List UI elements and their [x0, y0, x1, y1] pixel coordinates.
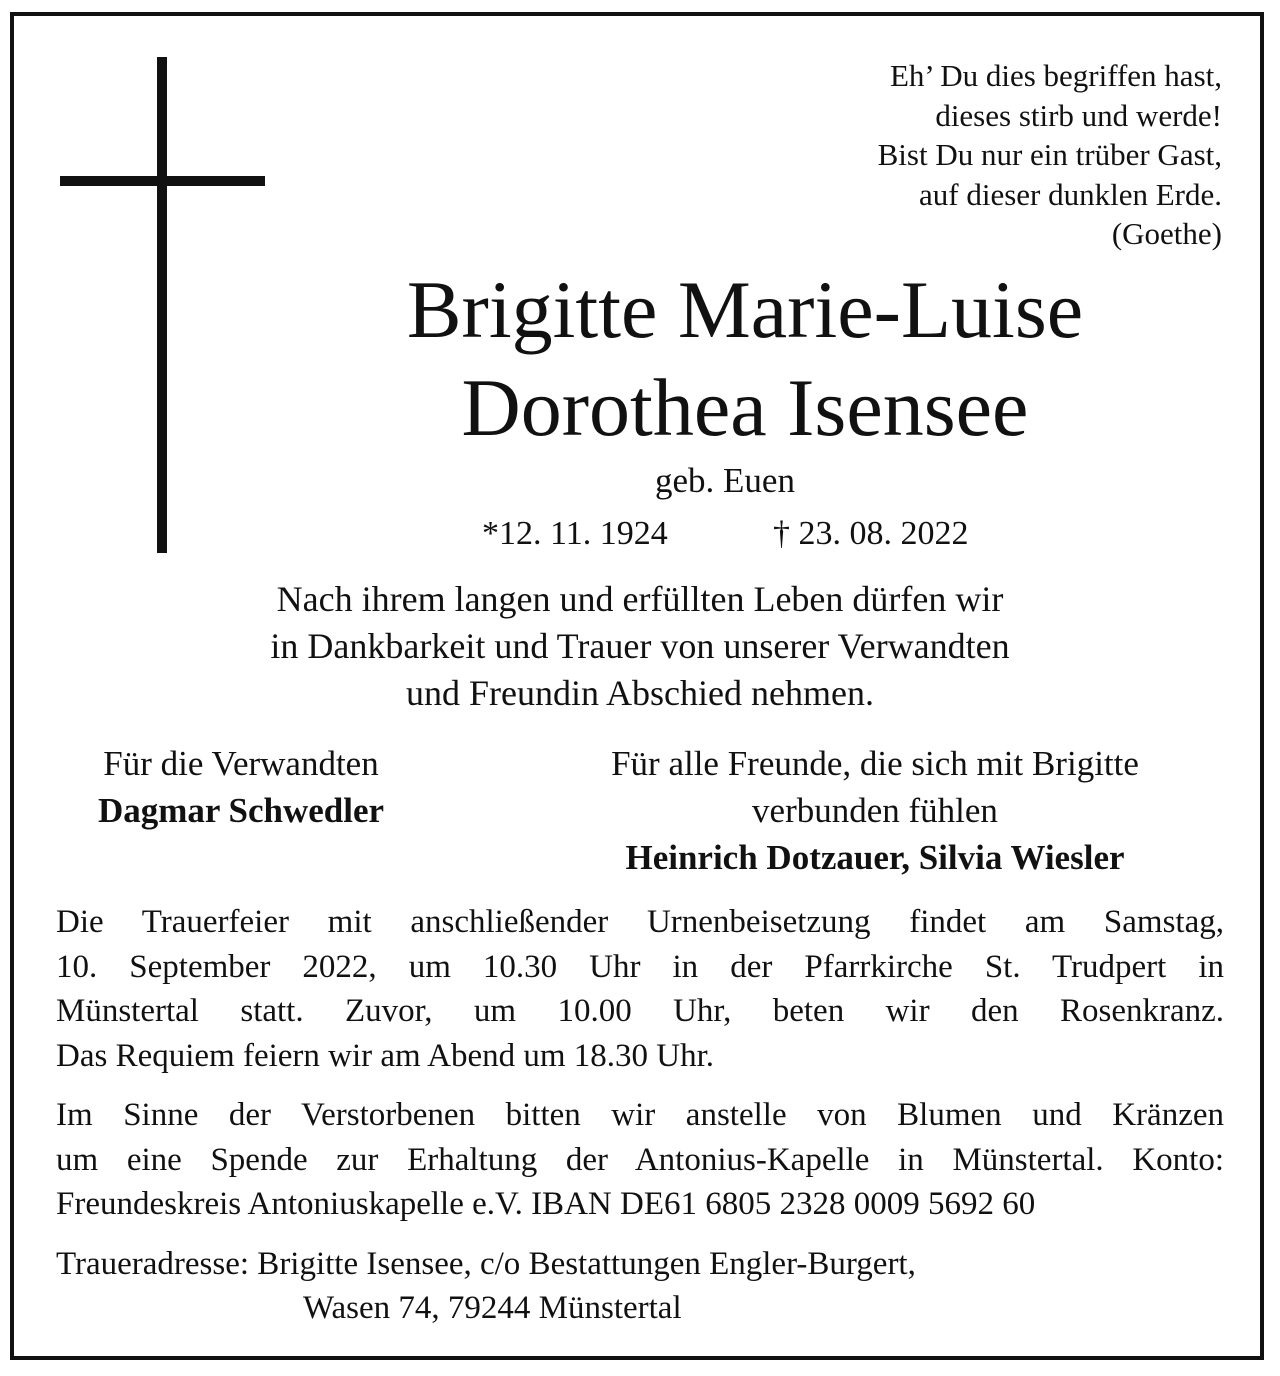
- donation-line: Im Sinne der Verstorbenen bitten wir anstelle von Blumen und Kränzen: [56, 1097, 1224, 1133]
- friends-heading: Für alle Freunde, die sich mit Brigitte: [611, 744, 1139, 783]
- death-date: † 23. 08. 2022: [773, 515, 969, 552]
- farewell-message-line: und Freundin Abschied nehmen.: [406, 673, 874, 713]
- maiden-name: geb. Euen: [655, 461, 795, 500]
- ceremony-line: Das Requiem feiern wir am Abend um 18.30 Uhr.: [56, 1037, 715, 1074]
- relatives-name: Dagmar Schwedler: [97, 791, 385, 830]
- farewell-message-line: in Dankbarkeit und Trauer von unserer Verwandten: [270, 626, 1010, 666]
- mourning-address-line2: Wasen 74, 79244 Münstertal: [303, 1290, 682, 1326]
- ceremony-paragraph: [56, 900, 1224, 1078]
- relatives-heading: Für die Verwandten: [103, 744, 379, 783]
- deceased-name-line2: Dorothea Isensee: [461, 362, 1029, 453]
- deceased-name-line1: Brigitte Marie-Luise: [406, 264, 1084, 355]
- birth-date: *12. 11. 1924: [482, 515, 668, 552]
- donation-line: Freundeskreis Antoniuskapelle e.V. IBAN DE61 6805 2328 0009 5692 60: [56, 1186, 1036, 1222]
- poem-line: dieses stirb und werde!: [935, 97, 1222, 133]
- mourners-relatives: [56, 740, 426, 834]
- ceremony-line: Die Trauerfeier mit anschließender Urnenbeisetzung findet am Samstag,: [56, 904, 1224, 940]
- poem-author: (Goethe): [1111, 216, 1222, 251]
- donation-line: um eine Spende zur Erhaltung der Antonius-Kapelle in Münstertal. Konto:: [56, 1141, 1224, 1178]
- poem-line: auf dieser dunklen Erde.: [919, 176, 1222, 212]
- poem-line: Bist Du nur ein trüber Gast,: [877, 137, 1222, 172]
- poem-line: Eh’ Du dies begriffen hast,: [889, 58, 1222, 93]
- friends-names: Heinrich Dotzauer, Silvia Wiesler: [625, 838, 1125, 877]
- mourners-friends: [520, 740, 1230, 881]
- donation-paragraph: [56, 1093, 1224, 1227]
- mourning-address-line1: Traueradresse: Brigitte Isensee, c/o Bestattungen Engler-Burgert,: [56, 1246, 916, 1282]
- ceremony-line: 10. September 2022, um 10.30 Uhr in der Pfarrkirche St. Trudpert in: [56, 948, 1224, 985]
- farewell-message-line: Nach ihrem langen und erfüllten Leben dürfen wir: [276, 579, 1004, 619]
- friends-heading: verbunden fühlen: [752, 791, 998, 830]
- poem-quote: [878, 56, 1222, 254]
- ceremony-line: Münstertal statt. Zuvor, um 10.00 Uhr, beten wir den Rosenkranz.: [56, 993, 1224, 1029]
